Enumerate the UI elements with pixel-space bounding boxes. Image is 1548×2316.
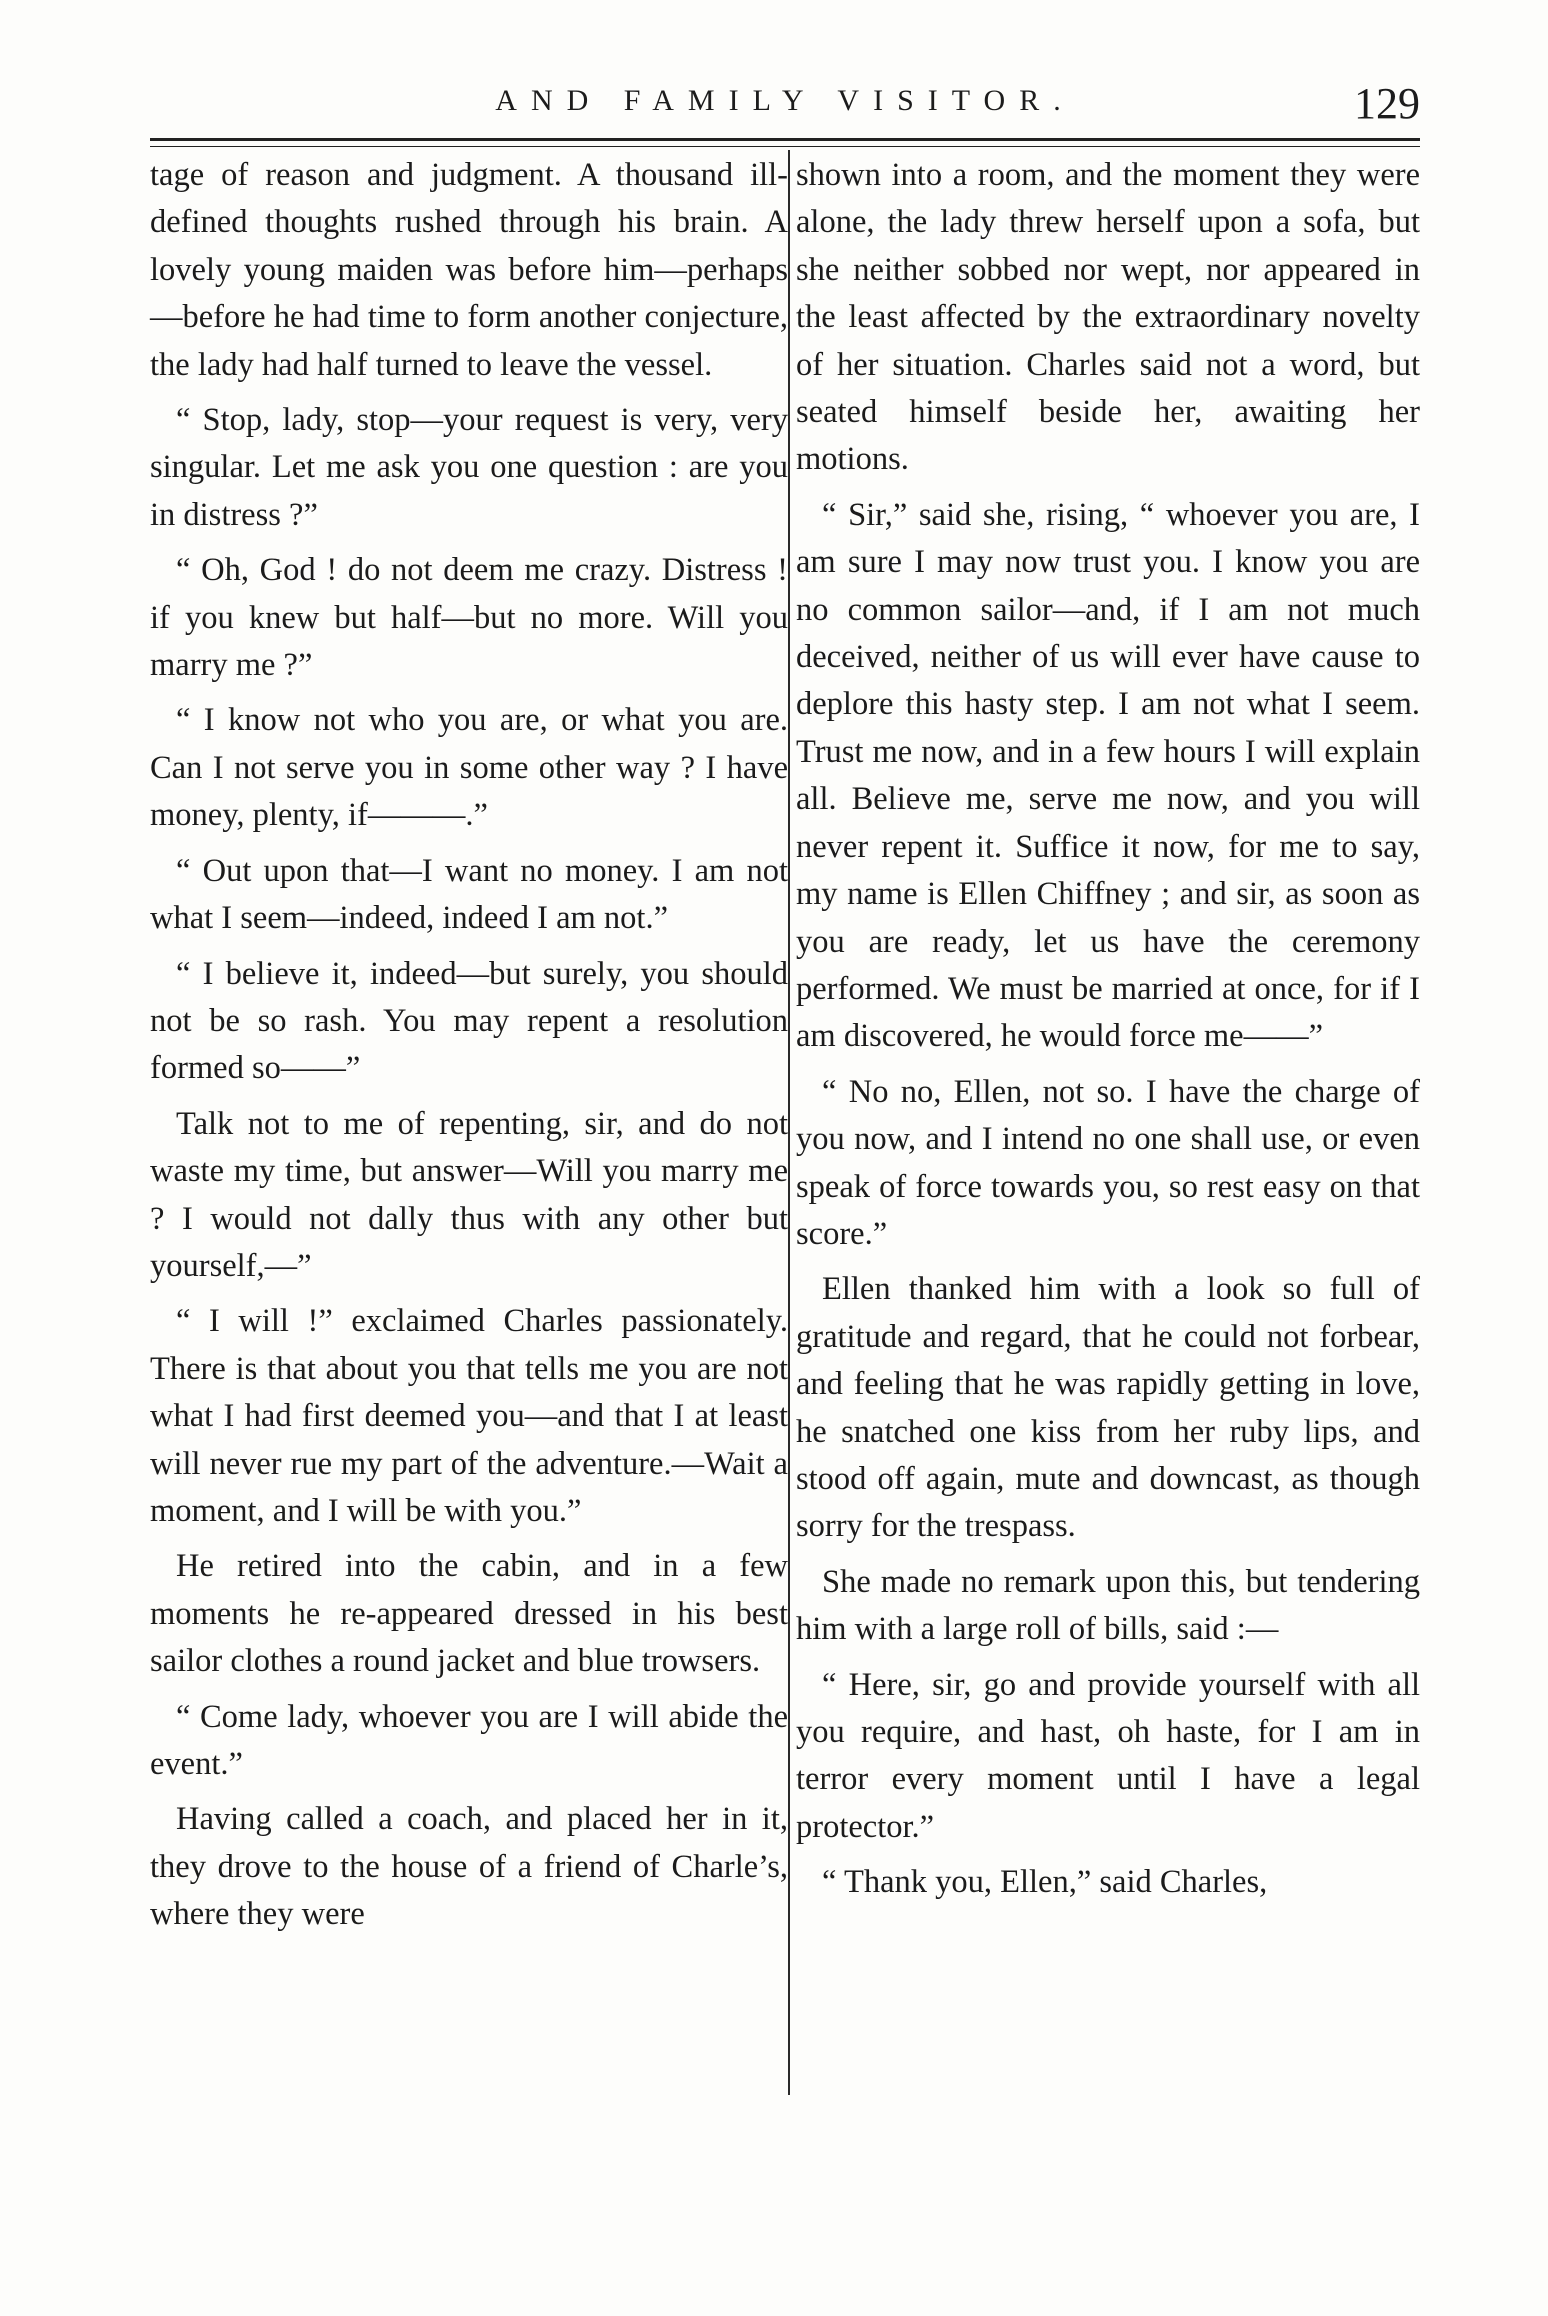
paragraph: “ Stop, lady, stop—your request is very, very singular. Let me ask you one question : are you in distress ?” <box>150 402 788 533</box>
paragraph: “ Thank you, Ellen,” said Charles, <box>822 1864 1268 1901</box>
running-head <box>150 78 1420 138</box>
right-column <box>796 152 1420 1915</box>
paragraph: He retired into the cabin, and in a few moments he re-appeared dressed in his best sailor clothes a round jacket and blue trowsers. <box>150 1548 788 1680</box>
paragraph: tage of reason and judgment. A thousand ill-defined thoughts rushed through his brain. A lovely young maiden was before him—perhaps—before he had time to form another conjecture, the lady had half turned to leave the vessel. <box>150 157 788 383</box>
left-column <box>150 152 788 1947</box>
paragraph: Ellen thanked him with a look so full of gratitude and regard, that he could not forbear, and feeling that he was rapidly getting in love, he snatched one kiss from her ruby lips, and stood off again, mute and downcast, as though sorry for the trespass. <box>796 1271 1420 1545</box>
paragraph: “ I will !” exclaimed Charles passionately. There is that about you that tells me you are not what I had first deemed you—and that I at least will never rue my part of the adventure.—Wait a moment, and I will be with you.” <box>150 1303 788 1529</box>
header-rule-thin <box>150 146 1420 147</box>
page-number: 129 <box>1354 79 1420 128</box>
paragraph: Having called a coach, and placed her in it, they drove to the house of a friend of Charle’s, where they were <box>150 1801 788 1933</box>
header-rule-thick <box>150 138 1420 141</box>
paragraph: “ I know not who you are, or what you are. Can I not serve you in some other way ? I have money, plenty, if———.” <box>150 702 788 834</box>
paragraph: “ Come lady, whoever you are I will abide the event.” <box>150 1698 788 1782</box>
paragraph: Talk not to me of repenting, sir, and do not waste my time, but answer—Will you marry me ? I would not dally thus with any other but yourself,—” <box>150 1105 788 1284</box>
running-title: AND FAMILY VISITOR. <box>495 84 1075 117</box>
paragraph: “ I believe it, indeed—but surely, you should not be so rash. You may repent a resolution formed so——” <box>150 955 788 1087</box>
paragraph: “ No no, Ellen, not so. I have the charge of you now, and I intend no one shall use, or even speak of force towards you, so rest easy on that score.” <box>796 1073 1420 1252</box>
paragraph: She made no remark upon this, but tendering him with a large roll of bills, said :— <box>796 1563 1420 1648</box>
paragraph: “ Sir,” said she, rising, “ whoever you are, I am sure I may now trust you. I know you are no common sailor—and, if I am not much deceived, neither of us will ever have cause to deplore this hasty step. I am not what I seem. Trust me now, and in a few hours I will explain all. Believe me, serve me now, and you will never repent it. Suffice it now, for me to say, my name is Ellen Chiffney ; and sir, as soon as you are ready, let us have the ceremony performed. We must be married at once, for if I am discovered, he would force me——” <box>796 496 1420 1055</box>
paragraph: “ Out upon that—I want no money. I am not what I seem—indeed, indeed I am not.” <box>150 852 788 937</box>
paragraph: “ Here, sir, go and provide yourself with all you require, and hast, oh haste, for I am in terror every moment until I have a legal protector.” <box>796 1666 1420 1845</box>
paragraph: “ Oh, God ! do not deem me crazy. Distress ! if you knew but half—but no more. Will you marry me ?” <box>150 552 788 684</box>
paragraph: shown into a room, and the moment they were alone, the lady threw herself upon a sofa, but she neither sobbed nor wept, nor appeared in the least affected by the extraordinary novelty of her situation. Charles said not a word, but seated himself beside her, awaiting her motions. <box>796 157 1420 478</box>
column-divider <box>788 150 790 2095</box>
